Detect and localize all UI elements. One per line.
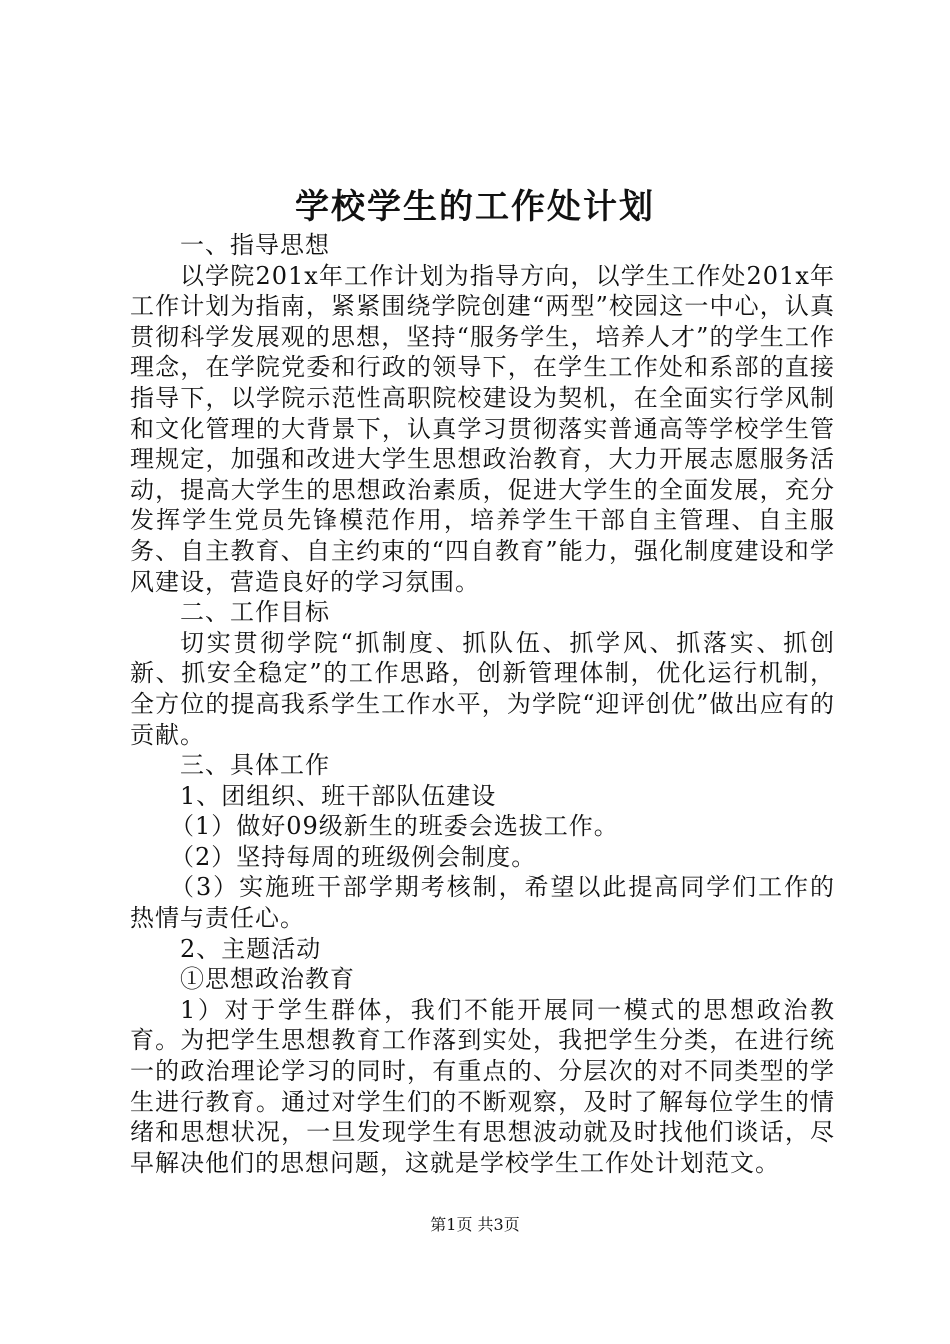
heading-work-goals: 二、工作目标	[180, 598, 330, 627]
list-item: （1）做好09级新生的班委会选拔工作。	[170, 812, 619, 841]
heading-guiding-thought: 一、指导思想	[180, 231, 330, 259]
subheading-team-building: 1、团组织、班干部队伍建设	[180, 781, 497, 810]
list-item: （3）实施班干部学期考核制，希望以此提高同学们工作的热情与责任心。	[130, 873, 835, 933]
paragraph-political-education: 1）对于学生群体，我们不能开展同一模式的思想政治教育。为把学生思想教育工作落到实处，我把学生分类，在进行统一的政治理论学习的同时，有重点的、分层次的对不同类型的学生进行教育。通过对学生们的不断观察，及时了解每位学生的情绪和思想状况，一旦发现学生有思想波动就及时找他们谈话，尽早解决他们的思想问题，这就是学校学生工作处计划范文。	[130, 995, 835, 1177]
list-item: （2）坚持每周的班级例会制度。	[170, 842, 537, 871]
heading-specific-work: 三、具体工作	[180, 751, 330, 780]
subheading-theme-activities: 2、主题活动	[180, 934, 322, 963]
paragraph-guiding-thought: 以学院201x年工作计划为指导方向，以学生工作处201x年工作计划为指南，紧紧围绕学院创建“两型”校园这一中心，认真贯彻科学发展观的思想，坚持“服务学生，培养人才”的学生工作理念，在学院党委和行政的领导下，在学生工作处和系部的直接指导下，以学院示范性高职院校建设为契机，在全面实行学风制和文化管理的大背景下，认真学习贯彻落实普通高等学校学生管理规定，加强和改进大学生思想政治教育，大力开展志愿服务活动，提高大学生的思想政治素质，促进大学生的全面发展，充分发挥学生党员先锋模范作用，培养学生干部自主管理、自主服务、自主教育、自主约束的“四自教育”能力，强化制度建设和学风建设，营造良好的学习氛围。	[130, 261, 835, 596]
document-body	[130, 230, 835, 1178]
subheading-political-education: ①思想政治教育	[180, 965, 355, 994]
document-title: 学校学生的工作处计划	[295, 187, 655, 227]
page-footer: 第1页 共3页	[430, 1215, 520, 1234]
paragraph-work-goals: 切实贯彻学院“抓制度、抓队伍、抓学风、抓落实、抓创新、抓安全稳定”的工作思路，创新管理体制，优化运行机制，全方位的提高我系学生工作水平，为学院“迎评创优”做出应有的贡献。	[130, 628, 835, 749]
